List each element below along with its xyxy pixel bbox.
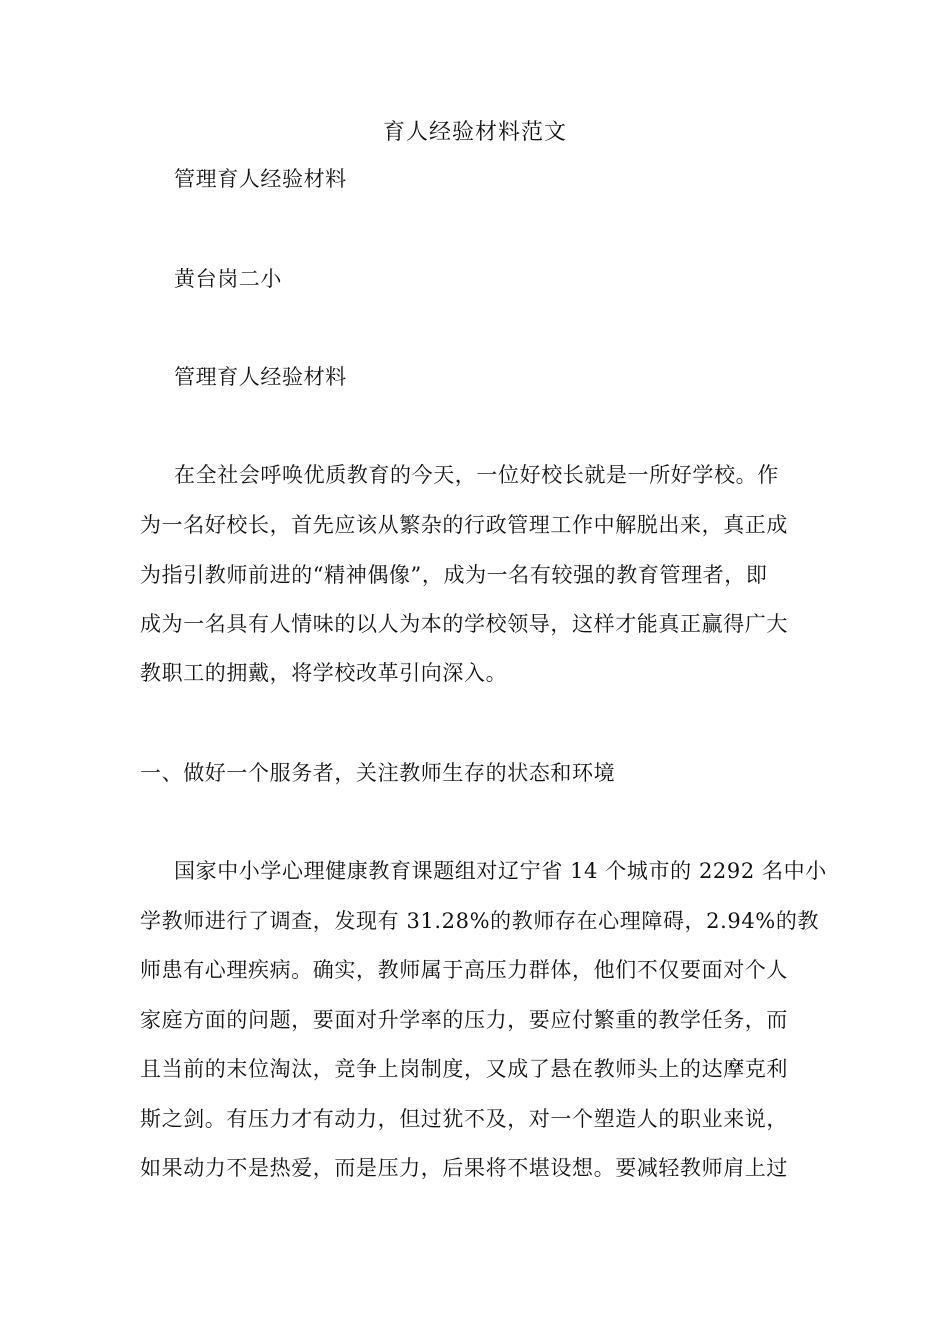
subtitle-line: 管理育人经验材料 bbox=[174, 167, 347, 191]
subtitle-line: 管理育人经验材料 bbox=[174, 365, 347, 389]
paragraph-line: 师患有心理疾病。确实，教师属于高压力群体，他们不仅要面对个人 bbox=[140, 958, 788, 982]
paragraph-line: 在全社会呼唤优质教育的今天，一位好校长就是一所好学校。作 bbox=[174, 463, 779, 487]
school-name: 黄台岗二小 bbox=[174, 267, 282, 291]
paragraph-line: 成为一名具有人情味的以人为本的学校领导，这样才能真正赢得广大 bbox=[140, 612, 788, 636]
paragraph-line: 为一名好校长，首先应该从繁杂的行政管理工作中解脱出来，真正成 bbox=[140, 513, 788, 537]
paragraph-line: 如果动力不是热爱，而是压力，后果将不堪设想。要减轻教师肩上过 bbox=[140, 1156, 788, 1180]
paragraph-line: 学教师进行了调查，发现有 31.28%的教师存在心理障碍，2.94%的教 bbox=[140, 909, 820, 933]
document-title: 育人经验材料范文 bbox=[382, 120, 567, 145]
paragraph-line: 国家中小学心理健康教育课题组对辽宁省 14 个城市的 2292 名中小 bbox=[174, 859, 827, 883]
paragraph-line: 斯之剑。有压力才有动力，但过犹不及，对一个塑造人的职业来说， bbox=[140, 1107, 788, 1131]
paragraph-line: 且当前的末位淘汰，竞争上岗制度，又成了悬在教师头上的达摩克利 bbox=[140, 1057, 788, 1081]
paragraph-line: 为指引教师前进的“精神偶像”，成为一名有较强的教育管理者，即 bbox=[140, 563, 768, 587]
section-heading: 一、做好一个服务者，关注教师生存的状态和环境 bbox=[140, 761, 616, 785]
paragraph-line: 家庭方面的问题，要面对升学率的压力，要应付繁重的教学任务，而 bbox=[140, 1008, 788, 1032]
paragraph-line: 教职工的拥戴，将学校改革引向深入。 bbox=[140, 661, 508, 685]
